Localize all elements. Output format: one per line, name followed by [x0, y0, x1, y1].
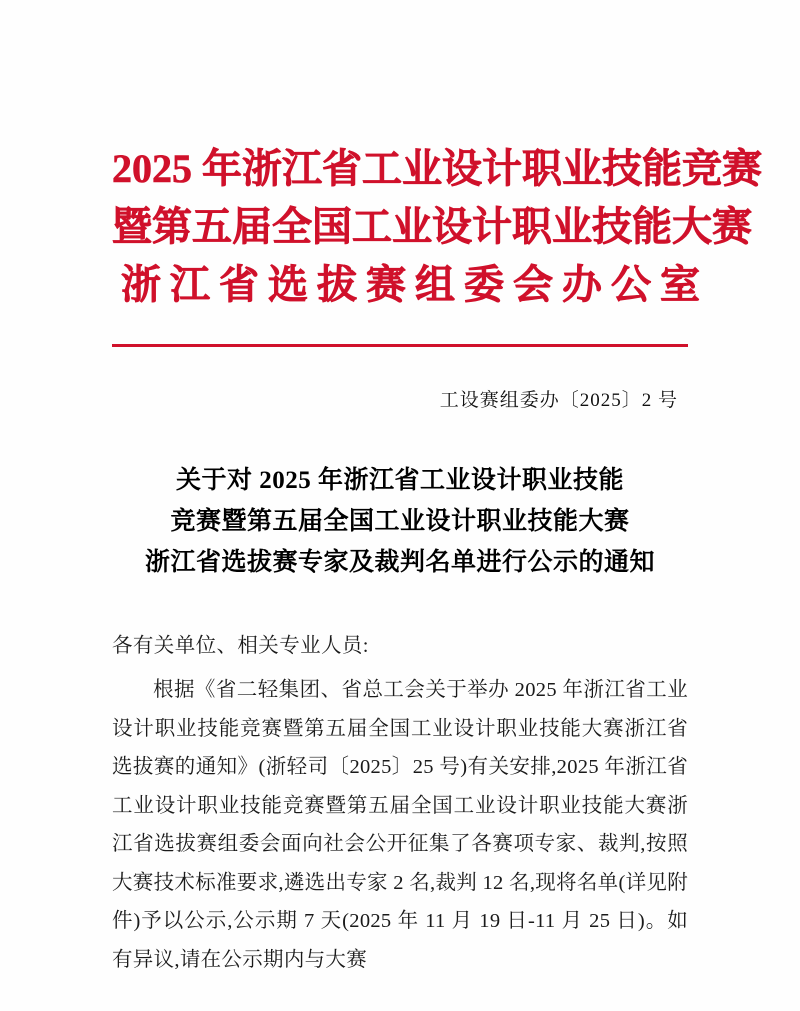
masthead-line-1: 2025 年浙江省工业设计职业技能竞赛 [112, 146, 762, 191]
page-title-line-1: 关于对 2025 年浙江省工业设计职业技能 [175, 467, 624, 494]
document-number: 工设赛组委办〔2025〕2 号 [439, 390, 678, 411]
page-title-line-3: 浙江省选拔赛专家及裁判名单进行公示的通知 [144, 549, 655, 576]
page-title-line-2: 竞赛暨第五届全国工业设计职业技能大赛 [170, 508, 630, 535]
page-title [112, 460, 688, 583]
body-paragraph: 根据《省二轻集团、省总工会关于举办 2025 年浙江省工业设计职业技能竞赛暨第五届全国工业设计职业技能大赛浙江省选拔赛的通知》(浙轻司〔2025〕25 号)有关安排,2025 年浙江省工业设计职业技能竞赛暨第五届全国工业设计职业技能大赛浙江省选拔赛组委会面向社会公开征集了各赛项专家、裁判,按照大赛技术标准要求,遴选出专家 2 名,裁判 12 名,现将名单(详见附件)予以公示,公示期 7 天(2025 年 11 月 19 日-11 月 25 日)。如有异议,请在公示期内与大赛 [112, 679, 688, 971]
salutation: 各有关单位、相关专业人员: [112, 635, 369, 657]
masthead [112, 0, 762, 314]
masthead-line-3: 浙江省选拔赛组委会办公室 [121, 262, 709, 307]
red-divider-rule [112, 344, 688, 347]
masthead-line-2: 暨第五届全国工业设计职业技能大赛 [112, 204, 752, 249]
